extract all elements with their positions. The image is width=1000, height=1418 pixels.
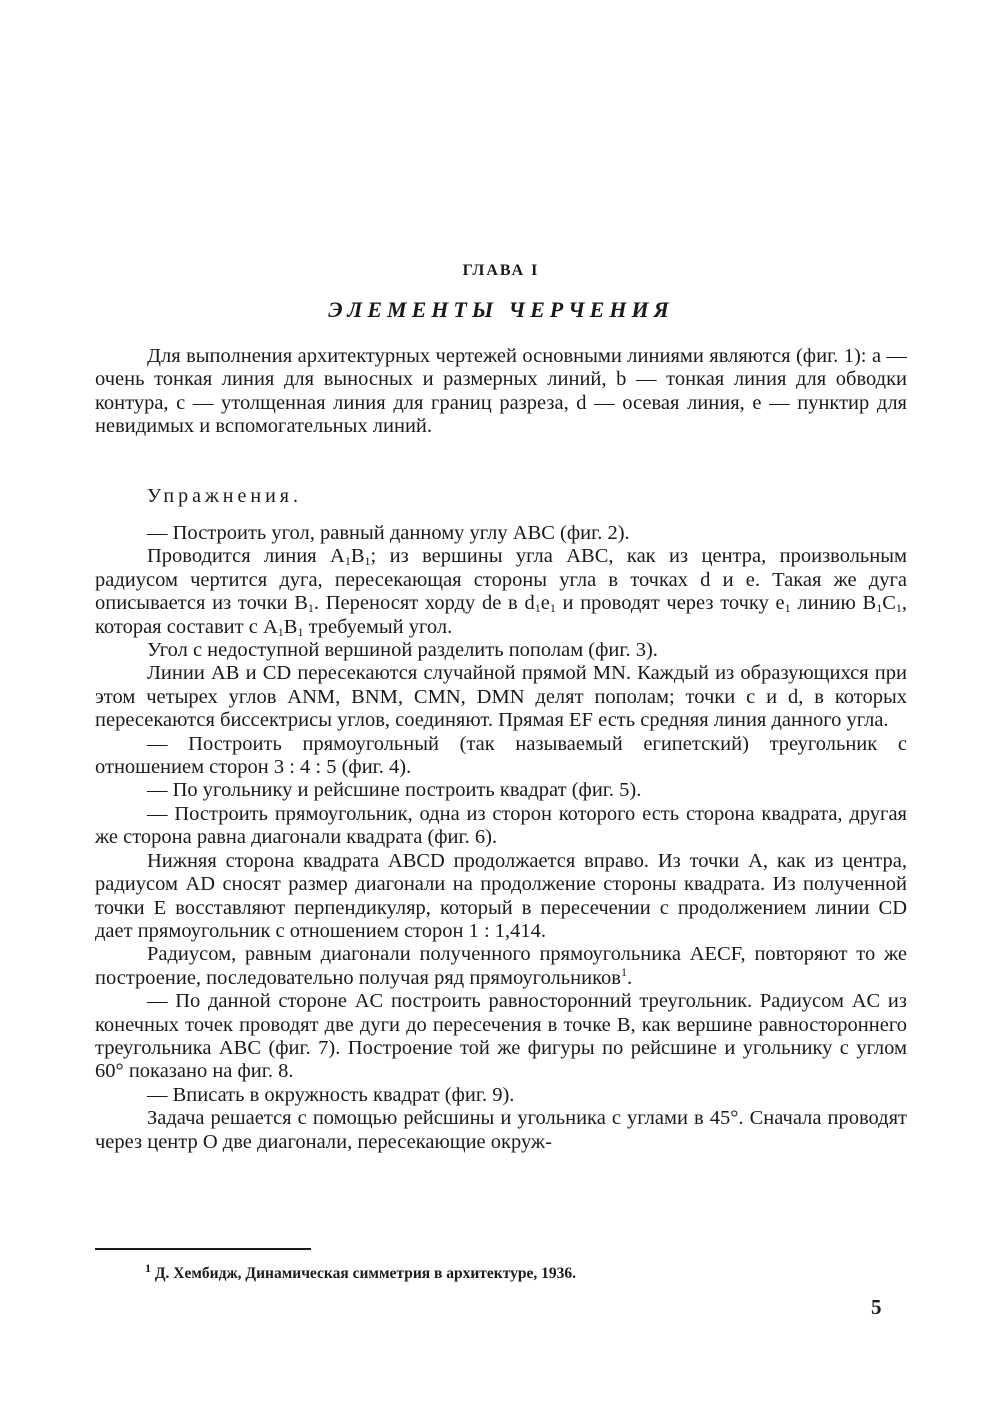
exercise-paragraph: — Вписать в окружность квадрат (фиг. 9).: [147, 1083, 515, 1106]
intro-section: [95, 345, 907, 439]
page-number: 5: [871, 1295, 882, 1319]
subscript: 1: [344, 554, 351, 569]
text-run: Проводится линия A: [147, 545, 345, 568]
exercise-paragraph: [95, 943, 907, 990]
intro-paragraph: Для выполнения архитектурных чертежей основными линиями являются (фиг. 1): a — очень тонкая линия для выносных и размерных линий, b — тонкая линия для обводки контура, c — утолщенная линия для границ разреза, d — осевая линия, e — пунктир для невидимых и вспомогательных линий.: [95, 345, 907, 438]
exercises-heading: Упражнения.: [147, 485, 302, 507]
subscript: 1: [534, 601, 541, 616]
exercise-paragraph: — Построить прямоугольный (так называемый египетский) треугольник с отношением сторон 3 : 4 : 5 (фиг. 4).: [95, 732, 907, 779]
subscript: 1: [364, 554, 371, 569]
text-run: , которая составит с A: [95, 592, 907, 638]
text-run: B: [283, 615, 298, 638]
subscript: 1: [876, 601, 883, 616]
book-page: [95, 0, 907, 1418]
text-run: e: [540, 592, 550, 615]
footnote-mark: 1: [145, 1260, 151, 1275]
exercise-paragraph: — По угольнику и рейсшине построить квадрат (фиг. 5).: [147, 779, 642, 802]
text-run: .: [626, 966, 633, 989]
footnote-text: Д. Хембидж, Динамическая симметрия в архитектуре, 1936.: [151, 1265, 577, 1282]
chapter-title: ЭЛЕМЕНТЫ ЧЕРЧЕНИЯ: [328, 297, 674, 322]
footnote: [145, 1260, 577, 1283]
exercise-paragraph: Линии AB и CD пересекаются случайной прямой MN. Каждый из образующихся при этом четырех углов ANM, BNM, CMN, DMN делят пополам; точки c и d, в которых пересекаются биссектрисы углов, соединяют. Прямая EF есть средняя линия данного угла.: [95, 662, 907, 732]
text-run: требуемый угол.: [303, 615, 453, 638]
exercise-paragraph: — Построить угол, равный данному углу ABC (фиг. 2).: [147, 522, 630, 544]
subscript: 1: [895, 601, 902, 616]
exercise-paragraph: Нижняя сторона квадрата ABCD продолжается вправо. Из точки A, как из центра, радиусом AD сносят размер диагонали на продолжение стороны квадрата. Из полученной точки E восставляют перпендикуляр, который в пересечении с продолжением линии CD дает прямоугольник с отношением сторон 1 : 1,414.: [95, 849, 907, 942]
exercise-paragraph: — По данной стороне AC построить равносторонний треугольник. Радиусом AC из конечных точек проводят две дуги до пересечения в точке B, как вершине равностороннего треугольника ABC (фиг. 7). Построение той же фигуры по рейсшине и угольнику с углом 60° показано на фиг. 8.: [95, 990, 907, 1083]
footnote-divider: [95, 1248, 311, 1250]
chapter-label: ГЛАВА I: [462, 262, 540, 279]
text-run: B: [350, 545, 365, 568]
text-run: . Переносят хорду de в d: [313, 592, 535, 615]
text-run: и проводят через точку e: [555, 592, 785, 615]
exercises-section: [95, 522, 907, 1154]
subscript: 1: [297, 624, 304, 639]
subscript: 1: [784, 601, 791, 616]
subscript: 1: [277, 624, 284, 639]
exercise-paragraph: [95, 545, 907, 639]
text-run: линию B: [790, 592, 877, 615]
exercise-paragraph: Угол с недоступной вершиной разделить пополам (фиг. 3).: [147, 639, 658, 662]
text-run: C: [882, 592, 896, 615]
subscript: 1: [307, 601, 314, 616]
footnote-reference: 1: [620, 964, 627, 979]
text-run: ; из вершины угла ABC, как из центра, произвольным радиусом чертится дуга, пересекающая стороны угла в точках d и e. Такая же дуга описывается из точки B: [95, 545, 907, 615]
exercise-paragraph: — Построить прямоугольник, одна из сторон которого есть сторона квадрата, другая же сторона равна диагонали квадрата (фиг. 6).: [95, 802, 907, 849]
text-run: Радиусом, равным диагонали полученного прямоугольника AECF, повторяют то же построение, последовательно получая ряд прямоугольников: [95, 943, 907, 989]
exercise-paragraph: Задача решается с помощью рейсшины и угольника с углами в 45°. Сначала проводят через центр O две диагонали, пересекающие окруж-: [95, 1107, 907, 1153]
subscript: 1: [549, 601, 556, 616]
